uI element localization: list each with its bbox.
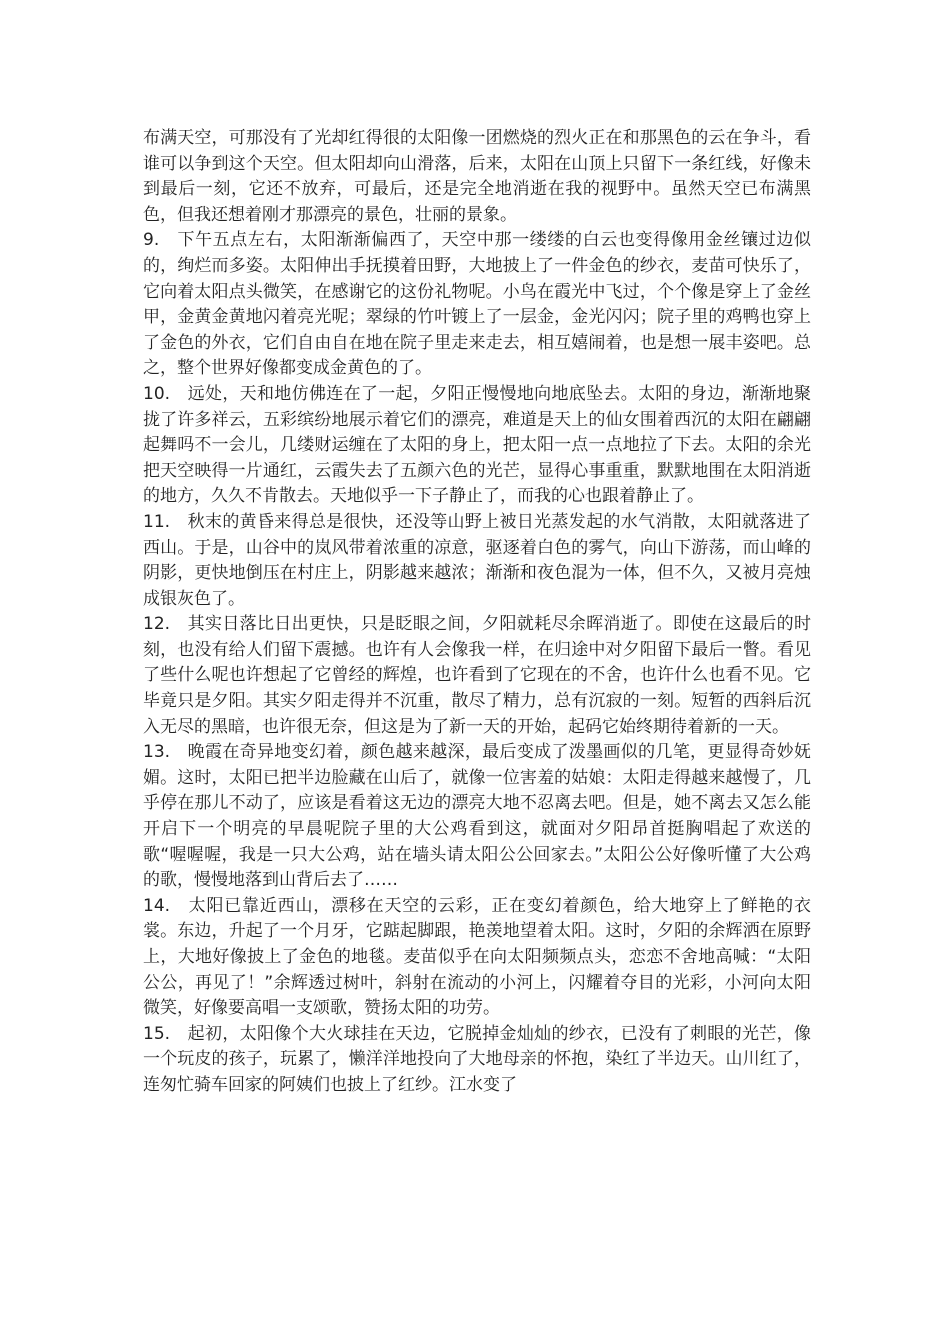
paragraph-13: 13. 晚霞在奇异地变幻着，颜色越来越深，最后变成了泼墨画似的几笔，更显得奇妙妩媚。这时，太阳已把半边脸藏在山后了，就像一位害羞的姑娘：太阳走得越来越慢了，几乎停在那儿不动了，应该是看着这无边的漂亮大地不忍离去吧。但是，她不离去又怎么能开启下一个明亮的早晨呢院子里的大公鸡看到这，就面对夕阳昂首挺胸唱起了欢送的歌“喔喔喔，我是一只大公鸡，站在墙头请太阳公公回家去。”太阳公公好像听懂了大公鸡的歌，慢慢地落到山背后去了…… [143,742,811,891]
paragraph-10: 10. 远处，天和地仿佛连在了一起，夕阳正慢慢地向地底坠去。太阳的身边，渐渐地聚拢了许多祥云，五彩缤纷地展示着它们的漂亮，难道是天上的仙女围着西沉的太阳在翩翩起舞吗不一会儿，几缕财运缠在了太阳的身上，把太阳一点一点地拉了下去。太阳的余光把天空映得一片通红，云霞失去了五颜六色的光芒，显得心事重重，默默地围在太阳消逝的地方，久久不肯散去。天地似乎一下子静止了，而我的心也跟着静止了。 [143,383,811,507]
paragraph-14: 14. 太阳已靠近西山，漂移在天空的云彩，正在变幻着颜色，给大地穿上了鲜艳的衣裳。东边，升起了一个月牙，它踮起脚跟，艳羡地望着太阳。这时，夕阳的余辉洒在原野上，大地好像披上了金色的地毯。麦苗似乎在向太阳频频点头，恋恋不舍地高喊：“太阳公公，再见了！”余辉透过树叶，斜射在流动的小河上，闪耀着夺目的光彩，小河向太阳微笑，好像要高唱一支颂歌，赞扬太阳的功劳。 [143,895,811,1019]
paragraph-12: 12. 其实日落比日出更快，只是眨眼之间，夕阳就耗尽余晖消逝了。即使在这最后的时刻，也没有给人们留下震撼。也许有人会像我一样，在归途中对夕阳留下最后一瞥。看见了些什么呢也许想起了它曾经的辉煌，也许看到了它现在的不舍，也许什么也看不见。它毕竟只是夕阳。其实夕阳走得并不沉重，散尽了精力，总有沉寂的一刻。短暂的西斜后沉入无尽的黑暗，也许很无奈，但这是为了新一天的开始，起码它始终期待着新的一天。 [143,614,811,737]
paragraph-11: 11. 秋末的黄昏来得总是很快，还没等山野上被日光蒸发起的水气消散，太阳就落进了西山。于是，山谷中的岚风带着浓重的凉意，驱逐着白色的雾气，向山下游荡，而山峰的阴影，更快地倒压在村庄上，阴影越来越浓；渐渐和夜色混为一体，但不久，又被月亮烛成银灰色了。 [143,511,811,609]
paragraph-continuation: 布满天空，可那没有了光却红得很的太阳像一团燃烧的烈火正在和那黑色的云在争斗，看谁可以争到这个天空。但太阳却向山滑落，后来，太阳在山顶上只留下一条红线，好像未到最后一刻，它还不放弃，可最后，还是完全地消逝在我的视野中。虽然天空已布满黑色，但我还想着刚才那漂亮的景色，壮丽的景象。 [143,128,811,225]
document-body [143,126,811,1099]
paragraph-9: 9. 下午五点左右，太阳渐渐偏西了，天空中那一缕缕的白云也变得像用金丝镶过边似的，绚烂而多姿。太阳伸出手抚摸着田野，大地披上了一件金色的纱衣，麦苗可快乐了，它向着太阳点头微笑，在感谢它的这份礼物呢。小鸟在霞光中飞过，个个像是穿上了金丝甲，金黄金黄地闪着亮光呢；翠绿的竹叶镀上了一层金，金光闪闪；院子里的鸡鸭也穿上了金色的外衣，它们自由自在地在院子里走来走去，相互嬉闹着，也是想一展丰姿吧。总之，整个世界好像都变成金黄色的了。 [143,230,811,379]
paragraph-15: 15. 起初，太阳像个大火球挂在天边，它脱掉金灿灿的纱衣，已没有了刺眼的光芒，像一个玩皮的孩子，玩累了，懒洋洋地投向了大地母亲的怀抱，染红了半边天。山川红了，连匆忙骑车回家的阿姨们也披上了红纱。江水变了 [143,1023,811,1095]
